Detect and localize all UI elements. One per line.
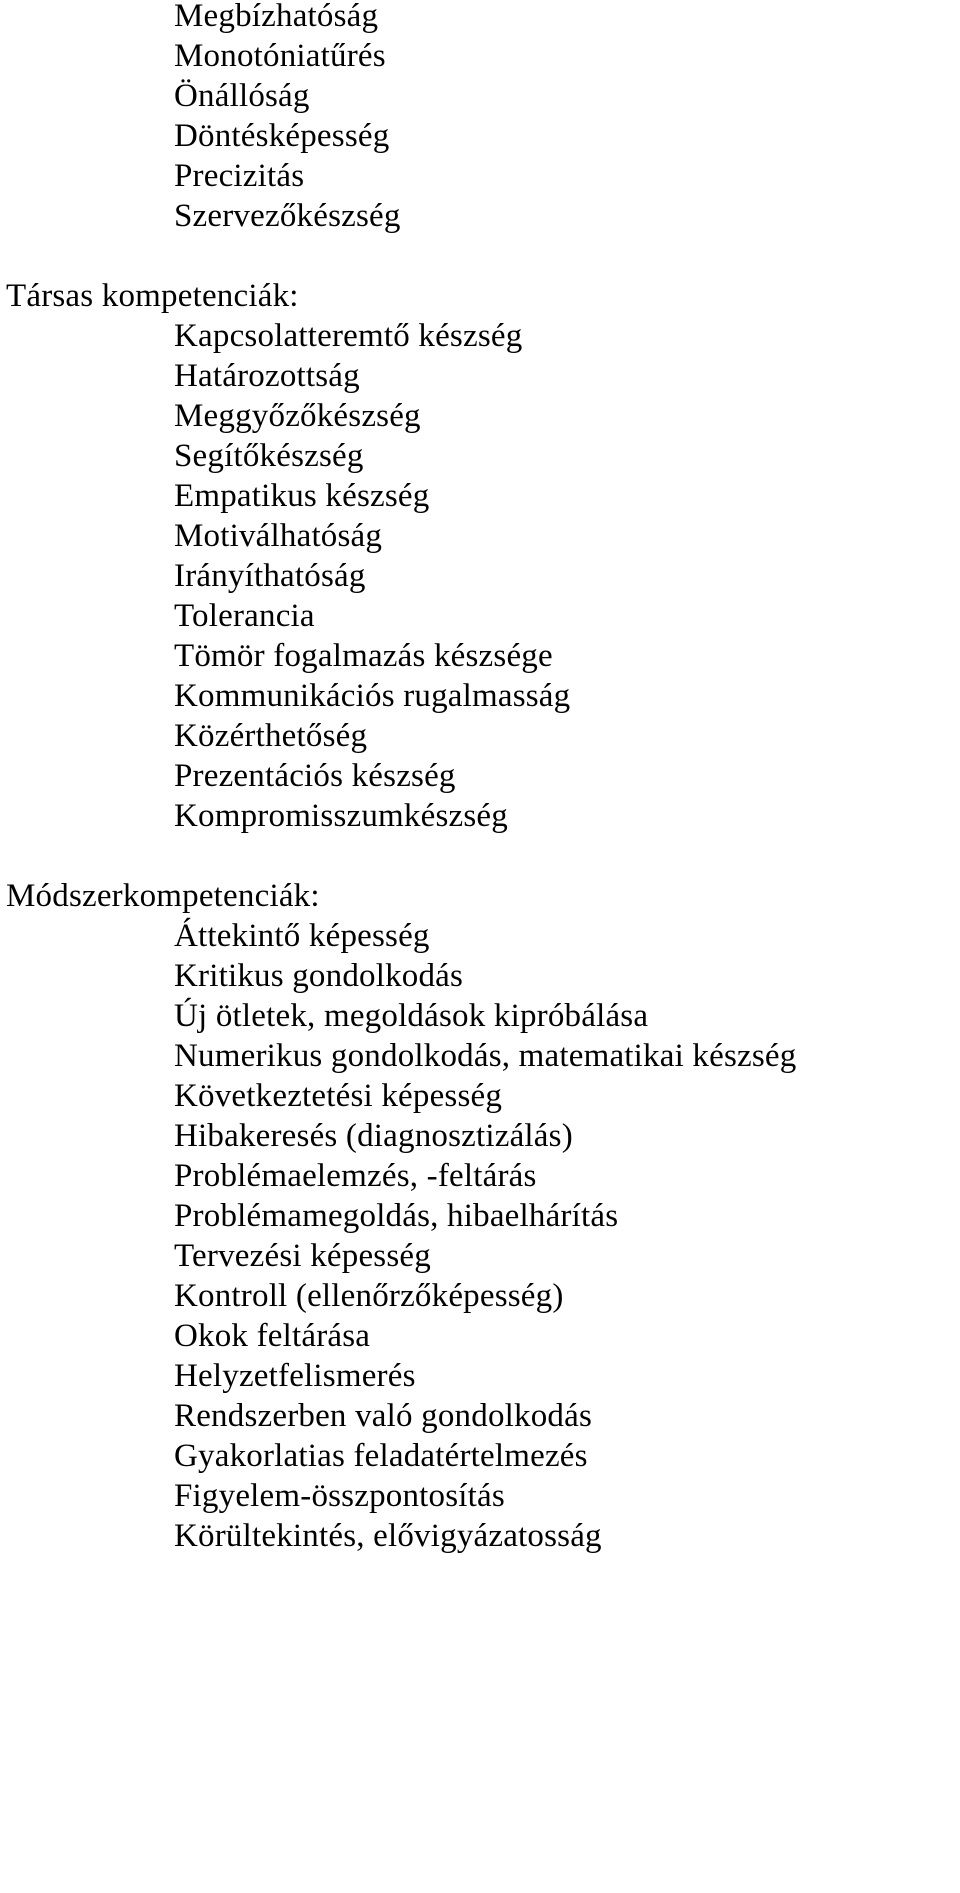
list-item: Kontroll (ellenőrzőképesség)	[174, 1278, 564, 1314]
list-item: Tervezési képesség	[174, 1238, 431, 1274]
list-item: Monotóniatűrés	[174, 38, 386, 74]
list-item: Következtetési képesség	[174, 1078, 503, 1114]
list-item: Okok feltárása	[174, 1318, 371, 1354]
list-item: Tolerancia	[174, 598, 315, 634]
list-item: Kritikus gondolkodás	[174, 958, 464, 994]
list-item: Meggyőzőkészség	[174, 398, 421, 434]
list-item: Motiválhatóság	[174, 518, 383, 554]
list-item: Tömör fogalmazás készsége	[174, 638, 553, 674]
section-heading-method: Módszerkompetenciák:	[6, 878, 320, 914]
list-item: Problémaelemzés, -feltárás	[174, 1158, 537, 1194]
list-item: Rendszerben való gondolkodás	[174, 1398, 593, 1434]
list-item: Szervezőkészség	[174, 198, 401, 234]
list-item: Határozottság	[174, 358, 360, 394]
list-item: Új ötletek, megoldások kipróbálása	[174, 998, 649, 1034]
list-item: Körültekintés, elővigyázatosság	[174, 1518, 602, 1554]
list-item: Figyelem-összpontosítás	[174, 1478, 505, 1514]
list-item: Irányíthatóság	[174, 558, 366, 594]
list-item: Megbízhatóság	[174, 0, 379, 34]
list-item: Helyzetfelismerés	[174, 1358, 416, 1394]
list-item: Problémamegoldás, hibaelhárítás	[174, 1198, 619, 1234]
list-item: Gyakorlatias feladatértelmezés	[174, 1438, 588, 1474]
section-heading-social: Társas kompetenciák:	[6, 278, 299, 314]
list-item: Empatikus készség	[174, 478, 430, 514]
list-item: Döntésképesség	[174, 118, 390, 154]
list-item: Áttekintő képesség	[174, 918, 430, 954]
list-item: Hibakeresés (diagnosztizálás)	[174, 1118, 573, 1154]
list-item: Prezentációs készség	[174, 758, 456, 794]
list-item: Önállóság	[174, 78, 310, 114]
list-item: Segítőkészség	[174, 438, 364, 474]
list-item: Precizitás	[174, 158, 305, 194]
list-item: Numerikus gondolkodás, matematikai készség	[174, 1038, 797, 1074]
list-item: Kompromisszumkészség	[174, 798, 508, 834]
list-item: Kapcsolatteremtő készség	[174, 318, 523, 354]
list-item: Kommunikációs rugalmasság	[174, 678, 571, 714]
list-item: Közérthetőség	[174, 718, 368, 754]
